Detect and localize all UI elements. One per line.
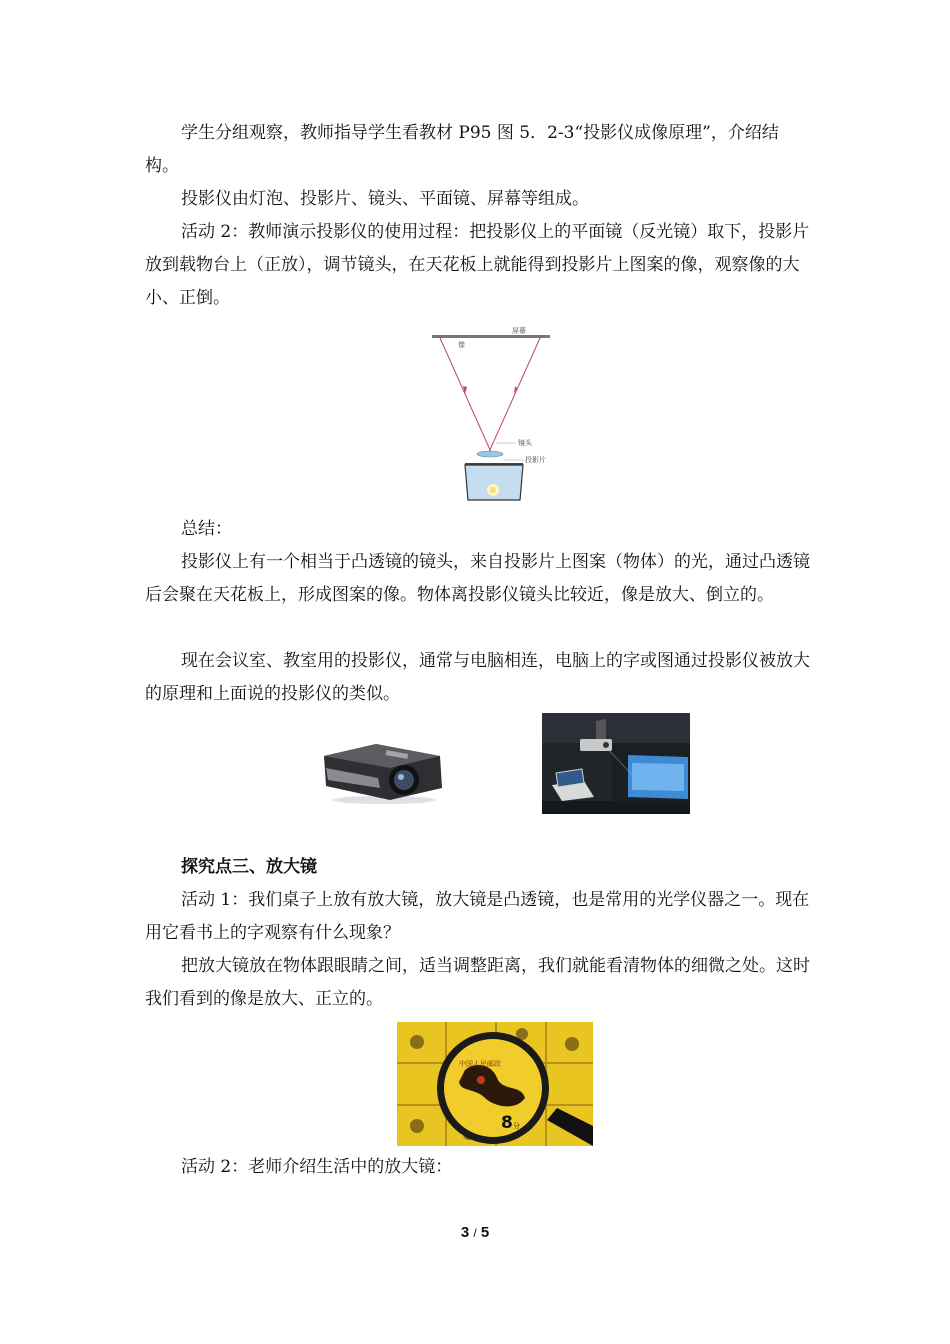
paragraph-7: 把放大镜放在物体跟眼睛之间，适当调整距离，我们就能看清物体的细微之处。这时我们看到的像是放大、正立的。 — [145, 956, 810, 1009]
stamp-value-text: 8 — [501, 1113, 513, 1133]
stamp-country-text: 中国人民邮政 — [459, 1060, 501, 1068]
lens-label: 镜头 — [518, 439, 532, 447]
dragon-accent — [477, 1076, 485, 1084]
paragraph-3: 活动 2：教师演示投影仪的使用过程：把投影仪上的平面镜（反光镜）取下，投影片放到载物台上（正放），调节镜头，在天花板上就能得到投影片上图案的像，观察像的大小、正倒。 — [145, 222, 810, 308]
lamp-bulb — [490, 487, 496, 493]
projector-principle-diagram — [430, 326, 560, 504]
slide-label: 投影片 — [525, 456, 546, 464]
summary-label: 总结： — [181, 519, 232, 539]
paragraph-6: 活动 1：我们桌子上放有放大镜，放大镜是凸透镜，也是常用的光学仪器之一。现在用它看书上的字观察有什么现象？ — [145, 890, 810, 943]
lens-shape — [477, 451, 503, 457]
projected-image — [632, 763, 684, 791]
light-ray-right — [489, 338, 540, 452]
page-total: 5 — [480, 1224, 490, 1241]
ceiling — [542, 713, 690, 743]
paragraph-2: 投影仪由灯泡、投影片、镜头、平面镜、屏幕等组成。 — [181, 189, 589, 209]
paragraph-5: 现在会议室、教室用的投影仪，通常与电脑相连，电脑上的字或图通过投影仪被放大的原理和上面说的投影仪的类似。 — [145, 651, 810, 704]
magnifier-stamp-photo — [397, 1022, 593, 1146]
paragraph-1: 学生分组观察，教师指导学生看教材 P95 图 5．2-3“投影仪成像原理”，介绍结构。 — [145, 123, 779, 176]
desk — [542, 801, 690, 814]
paragraph-4: 投影仪上有一个相当于凸透镜的镜头，来自投影片上图案（物体）的光，通过凸透镜后会聚在天花板上，形成图案的像。物体离投影仪镜头比较近，像是放大、倒立的。 — [145, 552, 810, 605]
projector-photo — [318, 738, 446, 806]
screen-label: 屏幕 — [512, 327, 526, 335]
page-current: 3 — [460, 1224, 470, 1241]
projector-lens-highlight — [398, 774, 404, 780]
stamp-unit-text: 分 — [513, 1122, 520, 1130]
light-ray-left — [440, 338, 491, 452]
page-number — [0, 1224, 950, 1241]
section-heading: 探究点三、放大镜 — [181, 857, 317, 877]
paragraph-8: 活动 2：老师介绍生活中的放大镜： — [181, 1157, 453, 1177]
classroom-projector-photo — [542, 713, 690, 814]
image-label: 像 — [458, 341, 465, 349]
projector-lens — [394, 770, 414, 790]
screen-bar — [432, 335, 550, 338]
page-separator: / — [473, 1226, 477, 1240]
